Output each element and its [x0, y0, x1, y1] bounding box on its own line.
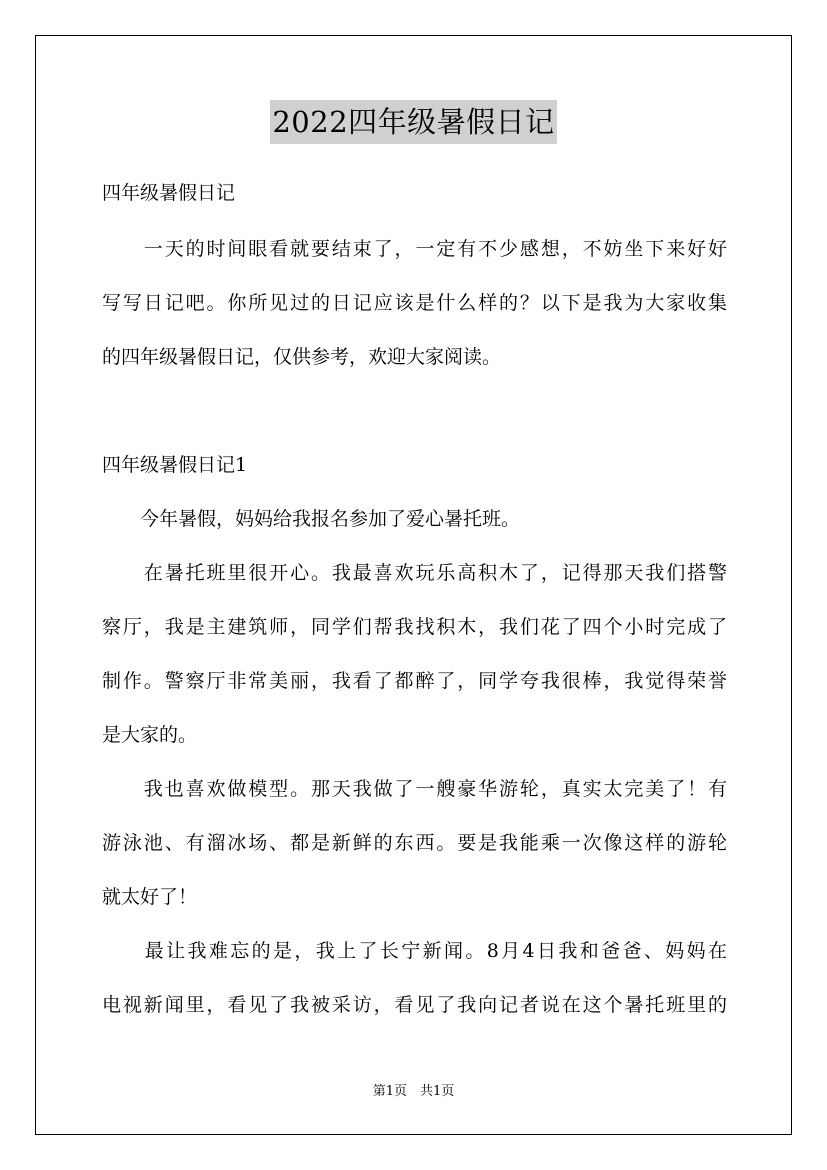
paragraph-line: 电视新闻里，看见了我被采访，看见了我向记者说在这个暑托班里的 [102, 994, 727, 1016]
document-title: 2022四年级暑假日记 [270, 100, 556, 144]
page-footer: 第1页 共1页 [372, 1084, 455, 1099]
paragraph-line: 制作。警察厅非常美丽，我看了都醉了，同学夸我很棒，我觉得荣誉 [102, 670, 727, 692]
paragraph-line: 游泳池、有溜冰场、都是新鲜的东西。要是我能乘一次像这样的游轮 [102, 832, 727, 854]
paragraph-line: 我也喜欢做模型。那天我做了一艘豪华游轮，真实太完美了！有 [102, 778, 727, 800]
paragraph-line: 的四年级暑假日记，仅供参考，欢迎大家阅读。 [102, 346, 502, 368]
paragraph-line: 今年暑假，妈妈给我报名参加了爱心暑托班。 [102, 508, 521, 530]
section-heading: 四年级暑假日记1 [102, 454, 248, 476]
title-area [0, 100, 827, 144]
paragraph-line: 就太好了！ [102, 886, 198, 908]
paragraph-line: 察厅，我是主建筑师，同学们帮我找积木，我们花了四个小时完成了 [102, 616, 727, 638]
paragraph-line: 在暑托班里很开心。我最喜欢玩乐高积木了，记得那天我们搭警 [102, 562, 727, 584]
paragraph-line: 一天的时间眼看就要结束了，一定有不少感想，不妨坐下来好好 [102, 238, 727, 260]
paragraph-line: 是大家的。 [102, 724, 198, 746]
paragraph-line: 写写日记吧。你所见过的日记应该是什么样的？以下是我为大家收集 [102, 292, 727, 314]
paragraph-line: 最让我难忘的是，我上了长宁新闻。8月4日我和爸爸、妈妈在 [102, 940, 727, 962]
subheading: 四年级暑假日记 [102, 182, 236, 204]
